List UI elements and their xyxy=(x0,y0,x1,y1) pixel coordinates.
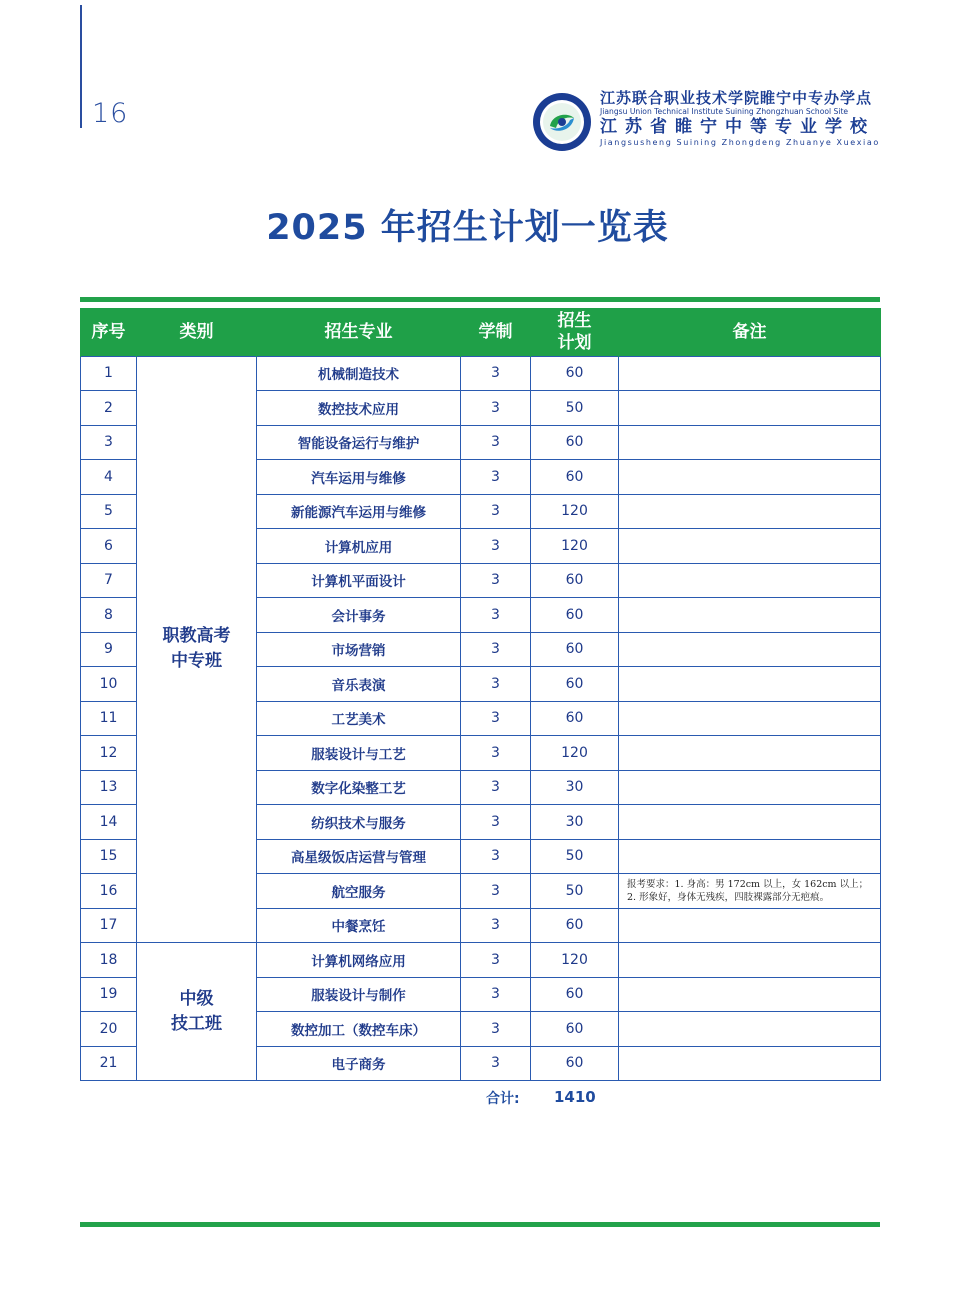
cell-years: 3 xyxy=(461,908,531,943)
table-row xyxy=(81,943,881,978)
cell-years: 3 xyxy=(461,839,531,874)
enrollment-plan-table xyxy=(80,308,881,1081)
cell-note xyxy=(619,391,881,426)
cell-plan: 60 xyxy=(531,425,619,460)
logo-chinese-school-name: 江苏省睢宁中等专业学校 xyxy=(600,117,875,137)
cell-years: 3 xyxy=(461,736,531,771)
cell-plan: 50 xyxy=(531,874,619,909)
cell-note xyxy=(619,805,881,840)
note-requirement-line1: 报考要求：1. 身高：男 172cm 以上，女 162cm 以上； xyxy=(627,878,869,890)
cell-major: 数控加工（数控车床） xyxy=(257,1012,461,1047)
cell-plan: 60 xyxy=(531,701,619,736)
cell-note xyxy=(619,770,881,805)
cell-seq: 11 xyxy=(81,701,137,736)
header-plan-line1: 招生 xyxy=(557,310,592,331)
cell-note xyxy=(619,908,881,943)
cell-major: 机械制造技术 xyxy=(257,356,461,391)
school-logo xyxy=(532,90,902,154)
cell-seq: 16 xyxy=(81,874,137,909)
cell-seq: 19 xyxy=(81,977,137,1012)
cell-years: 3 xyxy=(461,391,531,426)
cell-seq: 7 xyxy=(81,563,137,598)
header-major: 招生专业 xyxy=(257,308,461,356)
cell-seq: 3 xyxy=(81,425,137,460)
cell-major: 智能设备运行与维护 xyxy=(257,425,461,460)
cell-major: 航空服务 xyxy=(257,874,461,909)
top-divider xyxy=(80,297,880,302)
logo-pinyin-school-name: Jiangsusheng Suining Zhongdeng Zhuanye Xuexiao xyxy=(600,138,880,147)
cell-years: 3 xyxy=(461,977,531,1012)
cell-plan: 60 xyxy=(531,1012,619,1047)
cell-major: 计算机应用 xyxy=(257,529,461,564)
cell-major: 计算机平面设计 xyxy=(257,563,461,598)
cell-note xyxy=(619,874,881,909)
cell-major: 数控技术应用 xyxy=(257,391,461,426)
category-cell xyxy=(137,943,257,1081)
cell-major: 服装设计与工艺 xyxy=(257,736,461,771)
cell-seq: 8 xyxy=(81,598,137,633)
cell-major: 数字化染整工艺 xyxy=(257,770,461,805)
cell-major: 市场营销 xyxy=(257,632,461,667)
header-plan-line2: 计划 xyxy=(557,332,592,353)
cell-plan: 60 xyxy=(531,1046,619,1081)
school-emblem-icon xyxy=(532,92,592,152)
cell-plan: 60 xyxy=(531,977,619,1012)
cell-plan: 120 xyxy=(531,736,619,771)
cell-plan: 120 xyxy=(531,943,619,978)
cell-seq: 14 xyxy=(81,805,137,840)
cell-seq: 20 xyxy=(81,1012,137,1047)
category-label: 技工班 xyxy=(171,1013,222,1034)
cell-plan: 30 xyxy=(531,770,619,805)
cell-years: 3 xyxy=(461,563,531,598)
cell-seq: 4 xyxy=(81,460,137,495)
cell-seq: 18 xyxy=(81,943,137,978)
cell-note xyxy=(619,425,881,460)
cell-note xyxy=(619,736,881,771)
cell-note xyxy=(619,632,881,667)
cell-major: 会计事务 xyxy=(257,598,461,633)
cell-years: 3 xyxy=(461,425,531,460)
cell-note xyxy=(619,667,881,702)
page-number: 16 xyxy=(92,98,129,129)
header-seq: 序号 xyxy=(81,308,137,356)
cell-major: 中餐烹饪 xyxy=(257,908,461,943)
cell-years: 3 xyxy=(461,356,531,391)
category-label: 中专班 xyxy=(171,651,222,672)
cell-plan: 50 xyxy=(531,391,619,426)
cell-years: 3 xyxy=(461,805,531,840)
page-margin-rule xyxy=(80,5,82,128)
cell-plan: 60 xyxy=(531,563,619,598)
cell-note xyxy=(619,598,881,633)
cell-seq: 5 xyxy=(81,494,137,529)
cell-note xyxy=(619,943,881,978)
cell-years: 3 xyxy=(461,667,531,702)
cell-seq: 10 xyxy=(81,667,137,702)
cell-major: 新能源汽车运用与维修 xyxy=(257,494,461,529)
cell-years: 3 xyxy=(461,529,531,564)
cell-plan: 60 xyxy=(531,598,619,633)
cell-plan: 120 xyxy=(531,494,619,529)
document-title: 2025 年招生计划一览表 xyxy=(266,208,669,248)
cell-plan: 60 xyxy=(531,356,619,391)
logo-chinese-name: 江苏联合职业技术学院睢宁中专办学点 xyxy=(600,89,873,107)
cell-plan: 60 xyxy=(531,908,619,943)
cell-major: 汽车运用与维修 xyxy=(257,460,461,495)
header-plan xyxy=(531,308,619,356)
cell-seq: 21 xyxy=(81,1046,137,1081)
category-cell xyxy=(137,356,257,943)
cell-major: 高星级饭店运营与管理 xyxy=(257,839,461,874)
cell-note xyxy=(619,977,881,1012)
table-header-row xyxy=(81,308,881,356)
cell-note xyxy=(619,839,881,874)
cell-note xyxy=(619,494,881,529)
cell-seq: 12 xyxy=(81,736,137,771)
cell-major: 工艺美术 xyxy=(257,701,461,736)
cell-major: 音乐表演 xyxy=(257,667,461,702)
header-years: 学制 xyxy=(461,308,531,356)
cell-years: 3 xyxy=(461,598,531,633)
cell-note xyxy=(619,1046,881,1081)
cell-years: 3 xyxy=(461,701,531,736)
cell-major: 纺织技术与服务 xyxy=(257,805,461,840)
logo-english-name: Jiangsu Union Technical Institute Suining Zhongzhuan School Site xyxy=(600,107,849,116)
category-label: 中级 xyxy=(179,988,214,1009)
cell-note xyxy=(619,563,881,598)
cell-years: 3 xyxy=(461,943,531,978)
cell-seq: 17 xyxy=(81,908,137,943)
cell-years: 3 xyxy=(461,770,531,805)
header-category: 类别 xyxy=(137,308,257,356)
cell-major: 服装设计与制作 xyxy=(257,977,461,1012)
cell-plan: 60 xyxy=(531,460,619,495)
cell-note xyxy=(619,356,881,391)
cell-note xyxy=(619,529,881,564)
cell-seq: 6 xyxy=(81,529,137,564)
cell-years: 3 xyxy=(461,494,531,529)
cell-years: 3 xyxy=(461,1046,531,1081)
cell-seq: 2 xyxy=(81,391,137,426)
header-note: 备注 xyxy=(619,308,881,356)
category-label: 职教高考 xyxy=(162,626,231,647)
cell-plan: 50 xyxy=(531,839,619,874)
table-row xyxy=(81,356,881,391)
cell-plan: 120 xyxy=(531,529,619,564)
total-label: 合计: xyxy=(486,1091,520,1107)
cell-seq: 1 xyxy=(81,356,137,391)
total-value: 1410 xyxy=(554,1088,596,1106)
cell-note xyxy=(619,1012,881,1047)
cell-note xyxy=(619,701,881,736)
cell-plan: 60 xyxy=(531,667,619,702)
cell-seq: 9 xyxy=(81,632,137,667)
cell-major: 电子商务 xyxy=(257,1046,461,1081)
cell-plan: 60 xyxy=(531,632,619,667)
note-requirement-line2: 2. 形象好，身体无残疾，四肢裸露部分无疤痕。 xyxy=(627,891,830,903)
cell-seq: 13 xyxy=(81,770,137,805)
cell-years: 3 xyxy=(461,1012,531,1047)
bottom-divider xyxy=(80,1222,880,1227)
cell-major: 计算机网络应用 xyxy=(257,943,461,978)
cell-years: 3 xyxy=(461,874,531,909)
cell-seq: 15 xyxy=(81,839,137,874)
cell-years: 3 xyxy=(461,632,531,667)
cell-plan: 30 xyxy=(531,805,619,840)
cell-years: 3 xyxy=(461,460,531,495)
cell-note xyxy=(619,460,881,495)
